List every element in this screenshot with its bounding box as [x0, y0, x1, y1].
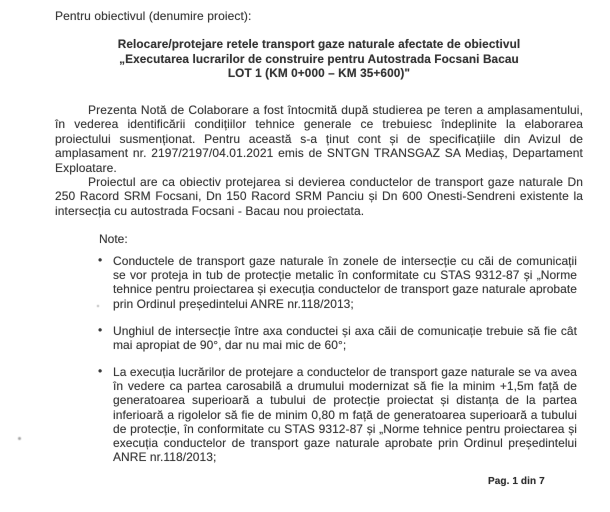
note-item-execution-depth	[98, 365, 577, 464]
scan-speck	[97, 305, 99, 307]
note-item-protection-tube	[98, 254, 577, 311]
title-line-2: „Executarea lucrarilor de construire pentru Autostrada Focsani Bacau	[119, 51, 519, 66]
title-line-1: Relocare/protejare retele transport gaze naturale afectate de obiectivul	[117, 37, 521, 51]
note-text: Unghiul de intersecție între axa conductei și axa căii de comunicație trebuie să fie cât mai apropiat de 90°, dar nu mai mic de 60°;	[113, 324, 577, 353]
project-intro-label: Pentru obiectivul (denumire proiect):	[55, 9, 252, 23]
page-number: Pag. 1 din 7	[488, 476, 545, 487]
note-text: Conductele de transport gaze naturale în zonele de intersecție cu căi de comunicații se vor proteja in tub de protecție metalic în conformitate cu STAS 9312-87 și „Norme tehnice pentru proiectarea și execuția conductelor de transport gaze naturale aprobate prin Ordinul președintelui ANRE nr.118/2013;	[113, 254, 577, 311]
note-item-intersection-angle	[98, 324, 577, 352]
paragraph-collaboration-note: Prezenta Notă de Colaborare a fost întocmită după studierea pe teren a amplasamentului, în vederea identificării condițiilor tehnice generale ce trebuiesc îndeplinite la elaborarea proiectului susmenționat. Pentru această s-a ținut cont și de specificațiile din Avizul de amplasament nr. 2197/2197/04.01.2021 emis de SNTGN TRANSGAZ SA Mediaș, Departament Exploatare.	[55, 103, 583, 175]
bullet-icon: •	[98, 364, 103, 378]
scan-speck	[18, 437, 21, 440]
document-title	[55, 37, 583, 81]
notes-heading: Note:	[99, 232, 128, 246]
title-line-3: LOT 1 (KM 0+000 – KM 35+600)"	[227, 66, 411, 80]
note-text: La execuția lucrărilor de protejare a conductelor de transport gaze naturale se va avea în vedere ca partea carosabilă a drumului modernizat să fie la minim +1,5m față de generatoarea superioară a tubului de protecție proiectat și distanța de la partea inferioară a rigolelor să fie de minim 0,80 m față de generatoarea superioară a tubului de protecție, în conformitate cu STAS 9312-87 și „Norme tehnice pentru proiectarea și execuția conductelor de transport gaze naturale aprobate prin Ordinul președintelui ANRE nr.118/2013;	[113, 365, 577, 465]
bullet-icon: •	[98, 253, 103, 267]
bullet-icon: •	[98, 323, 103, 337]
paragraph-project-objective: Proiectul are ca obiectiv protejarea si devierea conductelor de transport gaze naturale Dn 250 Racord SRM Focsani, Dn 150 Racord SRM Panciu și Dn 600 Onesti-Sendreni existente la intersecția cu autostrada Focsani - Bacau nou proiectata.	[55, 175, 583, 218]
